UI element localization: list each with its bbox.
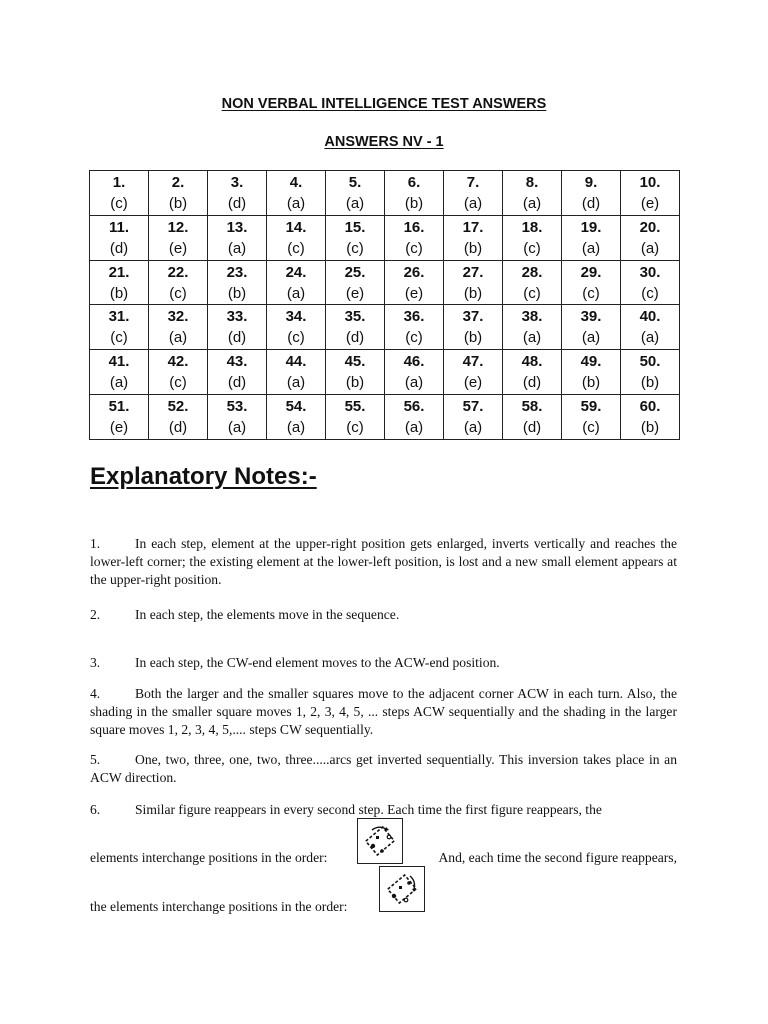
answer-option: (a) <box>581 239 601 257</box>
answer-option: (b) <box>463 239 483 257</box>
question-number: 38. <box>521 308 543 326</box>
question-number: 53. <box>226 398 248 416</box>
answer-cell <box>208 350 267 395</box>
answer-option: (a) <box>227 239 247 257</box>
question-number: 10. <box>639 173 661 191</box>
question-number: 22. <box>167 263 189 281</box>
answer-option: (e) <box>109 419 129 437</box>
question-number: 11. <box>108 218 130 236</box>
answer-option: (a) <box>286 284 306 302</box>
answer-option: (b) <box>640 374 660 392</box>
answer-cell <box>385 350 444 395</box>
answer-cell <box>444 215 503 260</box>
answer-option: (b) <box>463 284 483 302</box>
answer-cell <box>90 305 149 350</box>
note-text: Both the larger and the smaller squares move to the adjacent corner ACW in each turn. Also, the shading in the smaller square moves 1, 2, 3, 4, 5, ... steps ACW sequentially and the shading in the larger square moves 1, 2, 3, 4, 5,.... steps CW sequentially. <box>90 686 677 737</box>
answer-cell <box>208 171 267 216</box>
question-number: 25. <box>344 263 366 281</box>
answer-option: (b) <box>345 374 365 392</box>
question-number: 30. <box>639 263 661 281</box>
question-number: 54. <box>285 398 307 416</box>
question-number: 31. <box>108 308 130 326</box>
answer-option: (c) <box>582 419 600 437</box>
question-number: 8. <box>525 173 539 191</box>
answer-cell <box>326 171 385 216</box>
question-number: 7. <box>466 173 480 191</box>
answer-cell <box>562 171 621 216</box>
rotation-order-figure-1-icon <box>357 818 403 864</box>
answer-option: (d) <box>227 374 247 392</box>
answer-cell <box>149 395 208 440</box>
answer-cell <box>90 395 149 440</box>
answer-option: (e) <box>168 239 188 257</box>
answer-option: (a) <box>581 329 601 347</box>
question-number: 57. <box>462 398 484 416</box>
note-6-first-order-text: elements interchange positions in the order: <box>90 850 328 865</box>
question-number: 27. <box>462 263 484 281</box>
question-number: 45. <box>344 353 366 371</box>
answer-option: (c) <box>641 284 659 302</box>
answer-cell <box>385 395 444 440</box>
answer-cell <box>444 350 503 395</box>
answer-cell <box>621 171 680 216</box>
answer-option: (b) <box>581 374 601 392</box>
answer-cell <box>562 350 621 395</box>
explanatory-notes-heading: Explanatory Notes:- <box>90 463 317 490</box>
answer-cell <box>621 350 680 395</box>
answer-option: (e) <box>640 194 660 212</box>
answer-cell <box>562 395 621 440</box>
answer-cell <box>149 215 208 260</box>
answer-option: (d) <box>522 419 542 437</box>
question-number: 23. <box>226 263 248 281</box>
question-number: 16. <box>403 218 425 236</box>
answer-option: (c) <box>582 284 600 302</box>
answer-cell <box>503 260 562 305</box>
answer-cell <box>326 260 385 305</box>
answer-option: (c) <box>110 194 128 212</box>
answer-cell <box>326 305 385 350</box>
answer-option: (b) <box>404 194 424 212</box>
question-number: 13. <box>226 218 248 236</box>
answer-option: (a) <box>522 194 542 212</box>
answer-cell <box>149 171 208 216</box>
answer-cell <box>621 260 680 305</box>
question-number: 18. <box>521 218 543 236</box>
rotation-order-figure-2-icon <box>379 866 425 912</box>
answer-cell <box>503 395 562 440</box>
question-number: 39. <box>580 308 602 326</box>
note-number: 4. <box>90 686 101 701</box>
answer-cell <box>90 350 149 395</box>
answer-cell <box>208 260 267 305</box>
answer-table <box>89 170 680 440</box>
answer-cell <box>90 260 149 305</box>
note-number: 3. <box>90 655 101 670</box>
answer-cell <box>267 350 326 395</box>
note-6-second-order-text: the elements interchange positions in the order: <box>90 899 348 914</box>
answer-option: (d) <box>168 419 188 437</box>
answer-option: (d) <box>227 329 247 347</box>
answer-cell <box>562 305 621 350</box>
answer-cell <box>149 350 208 395</box>
question-number: 14. <box>285 218 307 236</box>
question-number: 24. <box>285 263 307 281</box>
question-number: 5. <box>348 173 362 191</box>
answer-option: (a) <box>168 329 188 347</box>
answer-row <box>90 395 680 440</box>
answer-cell <box>503 171 562 216</box>
answer-option: (b) <box>463 329 483 347</box>
answer-cell <box>562 260 621 305</box>
answer-option: (c) <box>346 419 364 437</box>
answer-cell <box>267 395 326 440</box>
answer-row <box>90 260 680 305</box>
question-number: 50. <box>639 353 661 371</box>
question-number: 56. <box>403 398 425 416</box>
question-number: 2. <box>171 173 185 191</box>
answer-option: (a) <box>463 194 483 212</box>
note-5 <box>90 751 677 787</box>
answer-row <box>90 215 680 260</box>
answer-option: (c) <box>523 239 541 257</box>
question-number: 4. <box>289 173 303 191</box>
answer-option: (c) <box>169 284 187 302</box>
answer-option: (c) <box>287 329 305 347</box>
answer-option: (d) <box>109 239 129 257</box>
question-number: 34. <box>285 308 307 326</box>
answer-option: (c) <box>287 239 305 257</box>
answer-option: (c) <box>110 329 128 347</box>
question-number: 46. <box>403 353 425 371</box>
answer-option: (b) <box>640 419 660 437</box>
note-number: 1. <box>90 536 101 551</box>
answer-cell <box>149 305 208 350</box>
note-4 <box>90 685 677 739</box>
answer-option: (b) <box>109 284 129 302</box>
answer-cell <box>503 305 562 350</box>
note-1 <box>90 535 677 589</box>
question-number: 51. <box>108 398 130 416</box>
answer-cell <box>90 215 149 260</box>
answer-cell <box>385 215 444 260</box>
note-2 <box>90 606 677 624</box>
note-text: Similar figure reappears in every second step. Each time the first figure reappears, the <box>135 802 602 817</box>
answer-row <box>90 305 680 350</box>
answer-option: (a) <box>404 374 424 392</box>
question-number: 17. <box>462 218 484 236</box>
answer-row <box>90 350 680 395</box>
answer-option: (a) <box>640 329 660 347</box>
question-number: 36. <box>403 308 425 326</box>
answer-option: (e) <box>345 284 365 302</box>
question-number: 33. <box>226 308 248 326</box>
answer-option: (c) <box>346 239 364 257</box>
answer-option: (b) <box>168 194 188 212</box>
answer-cell <box>90 171 149 216</box>
answers-subtitle: ANSWERS NV - 1 <box>324 134 444 150</box>
answer-cell <box>267 305 326 350</box>
question-number: 37. <box>462 308 484 326</box>
answer-option: (c) <box>523 284 541 302</box>
question-number: 55. <box>344 398 366 416</box>
answer-option: (e) <box>463 374 483 392</box>
question-number: 3. <box>230 173 244 191</box>
answer-cell <box>503 215 562 260</box>
answer-option: (a) <box>286 194 306 212</box>
answer-cell <box>444 171 503 216</box>
question-number: 32. <box>167 308 189 326</box>
question-number: 52. <box>167 398 189 416</box>
answer-cell <box>444 305 503 350</box>
question-number: 47. <box>462 353 484 371</box>
answer-option: (c) <box>405 329 423 347</box>
note-number: 5. <box>90 752 101 767</box>
question-number: 20. <box>639 218 661 236</box>
answer-cell <box>385 171 444 216</box>
answer-option: (a) <box>522 329 542 347</box>
question-number: 59. <box>580 398 602 416</box>
answer-option: (d) <box>227 194 247 212</box>
question-number: 19. <box>580 218 602 236</box>
answer-option: (a) <box>286 374 306 392</box>
question-number: 42. <box>167 353 189 371</box>
question-number: 60. <box>639 398 661 416</box>
answer-option: (e) <box>404 284 424 302</box>
answer-option: (c) <box>405 239 423 257</box>
answer-option: (a) <box>286 419 306 437</box>
answer-option: (a) <box>345 194 365 212</box>
question-number: 26. <box>403 263 425 281</box>
answer-option: (a) <box>404 419 424 437</box>
note-text: In each step, element at the upper-right position gets enlarged, inverts vertically and reaches the lower-left corner; the existing element at the lower-left position, is lost and a new small element appears at the upper-right position. <box>90 536 677 587</box>
note-text: In each step, the elements move in the sequence. <box>135 607 400 622</box>
question-number: 43. <box>226 353 248 371</box>
answer-cell <box>444 260 503 305</box>
answer-option: (d) <box>345 329 365 347</box>
answer-cell <box>267 171 326 216</box>
answer-cell <box>267 215 326 260</box>
question-number: 58. <box>521 398 543 416</box>
document-title: NON VERBAL INTELLIGENCE TEST ANSWERS <box>221 96 547 112</box>
answer-cell <box>621 395 680 440</box>
answer-option: (d) <box>522 374 542 392</box>
question-number: 40. <box>639 308 661 326</box>
note-number: 6. <box>90 802 101 817</box>
answer-option: (c) <box>169 374 187 392</box>
answer-cell <box>621 305 680 350</box>
question-number: 12. <box>167 218 189 236</box>
answer-cell <box>503 350 562 395</box>
note-6-second-figure-text: And, each time the second figure reappears, <box>438 850 677 865</box>
note-3 <box>90 654 677 672</box>
answer-cell <box>385 305 444 350</box>
note-6 <box>90 801 677 819</box>
answer-cell <box>149 260 208 305</box>
question-number: 35. <box>344 308 366 326</box>
question-number: 6. <box>407 173 421 191</box>
answer-cell <box>326 215 385 260</box>
question-number: 28. <box>521 263 543 281</box>
answer-option: (a) <box>463 419 483 437</box>
answer-cell <box>326 395 385 440</box>
answer-option: (a) <box>640 239 660 257</box>
note-text: One, two, three, one, two, three.....arcs get inverted sequentially. This inversion takes place in an ACW direction. <box>90 752 677 785</box>
answer-option: (a) <box>227 419 247 437</box>
answer-row <box>90 171 680 216</box>
answer-cell <box>208 305 267 350</box>
answer-cell <box>326 350 385 395</box>
question-number: 41. <box>108 353 130 371</box>
answer-cell <box>267 260 326 305</box>
question-number: 29. <box>580 263 602 281</box>
answer-cell <box>621 215 680 260</box>
answer-option: (a) <box>109 374 129 392</box>
answer-option: (d) <box>581 194 601 212</box>
question-number: 9. <box>584 173 598 191</box>
question-number: 49. <box>580 353 602 371</box>
note-number: 2. <box>90 607 101 622</box>
question-number: 1. <box>112 173 126 191</box>
answer-cell <box>208 215 267 260</box>
question-number: 44. <box>285 353 307 371</box>
answer-cell <box>444 395 503 440</box>
question-number: 15. <box>344 218 366 236</box>
question-number: 21. <box>108 263 130 281</box>
note-text: In each step, the CW-end element moves to the ACW-end position. <box>135 655 500 670</box>
answer-cell <box>208 395 267 440</box>
note-6-line-3 <box>90 898 347 916</box>
answer-cell <box>562 215 621 260</box>
answer-option: (b) <box>227 284 247 302</box>
question-number: 48. <box>521 353 543 371</box>
answer-cell <box>385 260 444 305</box>
